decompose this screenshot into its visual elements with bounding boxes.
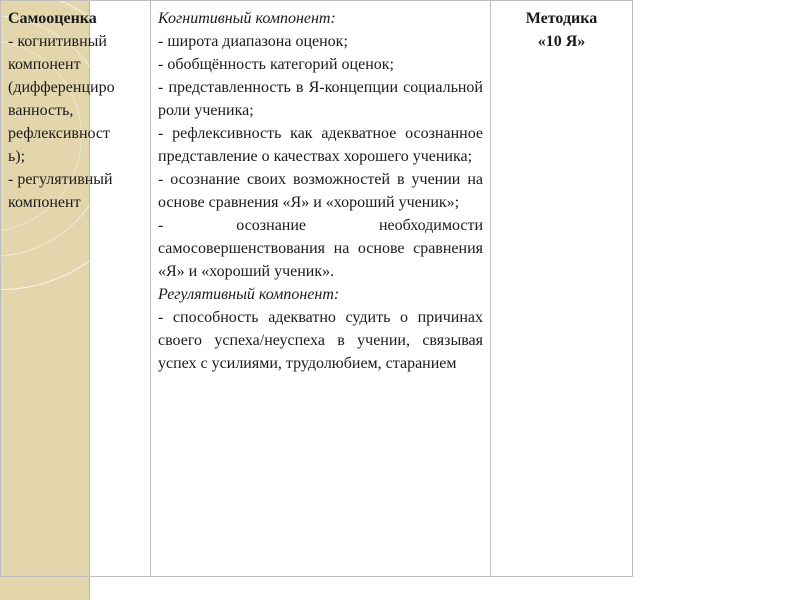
criterion-line: компонент: [8, 56, 81, 73]
indicator-item: - обобщённость категорий оценок;: [158, 56, 394, 73]
indicator-item: - осознание необходимости самосовершенствования на основе сравнения «Я» и «хороший ученик».: [158, 217, 483, 280]
criterion-cell: [1, 1, 151, 577]
cognitive-heading: Когнитивный компонент:: [158, 10, 336, 27]
criterion-line: ванность,: [8, 102, 74, 119]
method-cell: [491, 1, 633, 577]
criterion-line: - регулятивный: [8, 171, 113, 188]
indicator-item: - способность адекватно судить о причинах своего успеха/неуспеха в учении, связывая успех с усилиями, трудолюбием, старанием: [158, 309, 483, 372]
criterion-line: - когнитивный: [8, 33, 107, 50]
indicator-item: - представленность в Я-концепции социальной роли ученика;: [158, 79, 483, 119]
table-row: [1, 1, 633, 577]
criterion-line: компонент: [8, 194, 81, 211]
criterion-line: рефлексивност: [8, 125, 110, 142]
regulative-heading: Регулятивный компонент:: [158, 286, 340, 303]
criterion-title: Самооценка: [8, 10, 97, 27]
indicators-cell: [151, 1, 491, 577]
indicator-item: - рефлексивность как адекватное осознанное представление о качествах хорошего ученика;: [158, 125, 483, 165]
method-title-line2: «10 Я»: [537, 33, 586, 50]
criterion-line: (дифференциро: [8, 79, 115, 96]
criterion-line: ь);: [8, 148, 26, 165]
method-title-line1: Методика: [525, 10, 598, 27]
indicator-item: - осознание своих возможностей в учении на основе сравнения «Я» и «хороший ученик»;: [158, 171, 483, 211]
indicator-item: - широта диапазона оценок;: [158, 33, 348, 50]
